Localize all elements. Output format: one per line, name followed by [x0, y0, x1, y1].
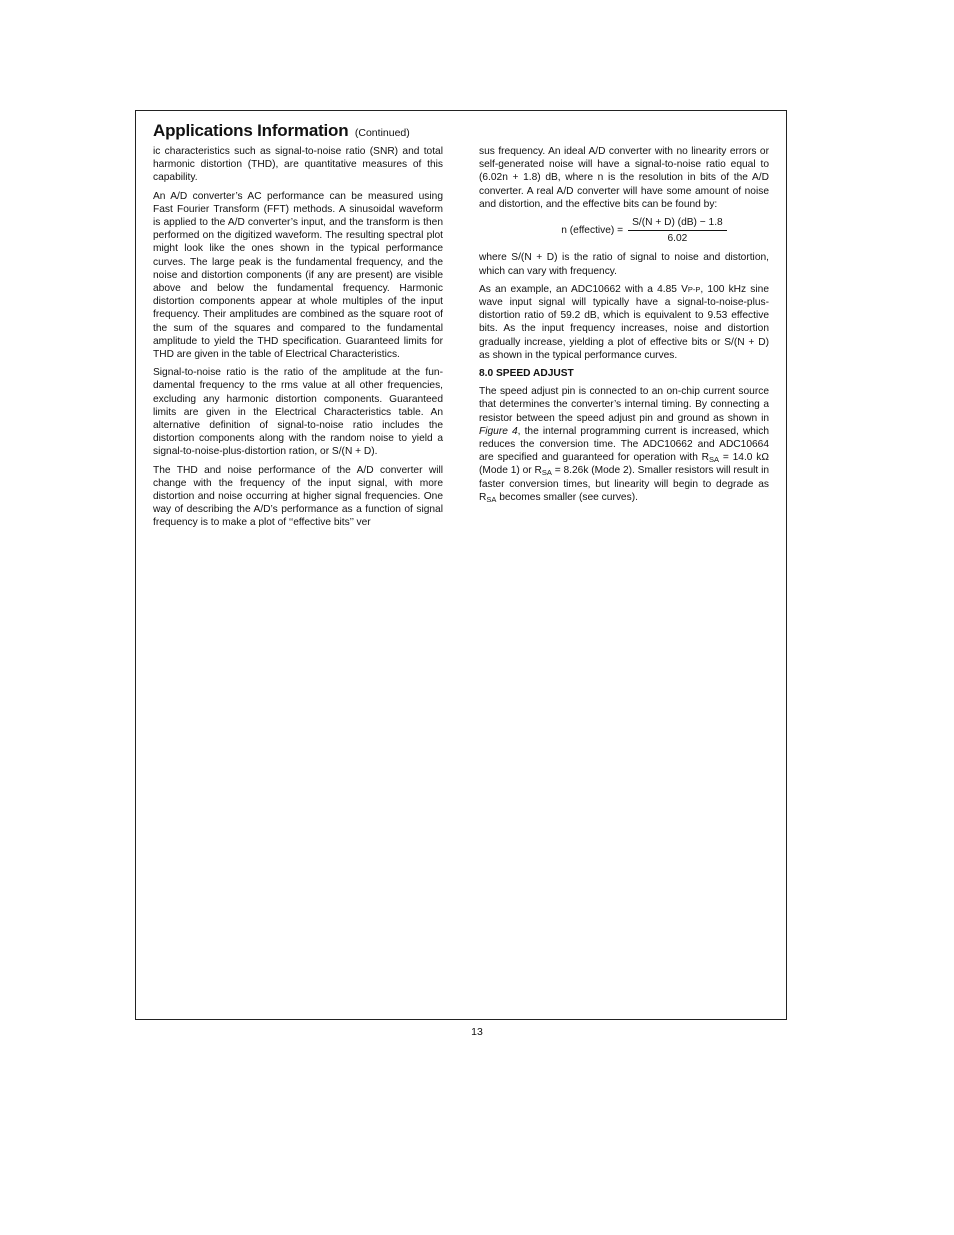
heading-title: Applications Information — [153, 121, 349, 140]
paragraph — [479, 385, 769, 504]
text-run: As an example, an ADC10662 with a 4.85 V — [479, 283, 688, 295]
paragraph: The THD and noise performance of the A/D converter will change with the frequency of the input signal, with more distortion and noise occurring at higher signal frequencies. One way of describing the A/D’s performance as a function of signal frequency is to make a plot of ‘‘effective bits’’ ver — [153, 464, 443, 529]
equation-denominator: 6.02 — [667, 233, 688, 245]
right-column — [479, 145, 769, 509]
effective-bits-equation — [519, 216, 769, 245]
text-run: , 100 kHz sine wave input signal will typically have a signal-to-noise-plus-distortion ratio of 59.2 dB, which is equivalent to 9.53 effective bits. As the input frequency increases, noise and distortion gradually increase, yielding a plot of effective bits or S/(N + D) as shown in the typical performance curves. — [479, 283, 769, 361]
text-run: , the internal programming current is increased, which reduces the conversion time. The ADC10662 and ADC10664 are specified and guaranteed for operation with R — [479, 425, 769, 464]
subscript: SA — [541, 468, 552, 478]
paragraph: Signal-to-noise ratio is the ratio of the amplitude at the fundamental frequency to the rms value at all other frequencies, excluding any harmonic distortion components. Guaranteed limits are given in the Electrical Characteristics table. An alternative definition of signal-to-noise ratio includes the distortion components along with the random noise to yield a signal-to-noise-plus-distortion ration, or S/(N + D). — [153, 367, 443, 458]
text-run: = 14.0 kΩ (Mode 1) or R — [479, 452, 769, 477]
paragraph — [479, 283, 769, 362]
equation-numerator: S/(N + D) (dB) − 1.8 — [628, 216, 727, 231]
figure-reference: Figure 4 — [479, 425, 518, 437]
subscript: SA — [709, 455, 720, 465]
text-run: becomes smaller (see curves). — [496, 491, 638, 503]
left-column — [153, 145, 443, 535]
text-run: The speed adjust pin is connected to an on-chip current source that determines the converter’s internal timing. By connecting a resistor between the speed adjust pin and ground as shown in — [479, 386, 769, 424]
heading-continued: (Continued) — [354, 127, 410, 139]
subscript: SA — [486, 494, 497, 504]
subsection-title: 8.0 SPEED ADJUST — [479, 368, 574, 380]
section-heading — [153, 121, 410, 141]
text-run: = 8.26k (Mode 2). Smaller resistors will result in faster conversion times, but linearity will begin to degrade as R — [479, 465, 770, 503]
paragraph: where S/(N + D) is the ratio of signal to noise and distortion, which can vary with frequency. — [479, 252, 769, 277]
paragraph: sus frequency. An ideal A/D converter with no linearity errors or self-generated noise will have a signal-to-noise ratio equal to (6.02n + 1.8) dB, where n is the resolution in bits of the A/D converter. A real A/D converter will have some amount of noise and distortion, and the effective bits can be found by: — [479, 146, 769, 210]
page-number: 13 — [471, 1026, 483, 1038]
equation-lhs: n (effective) = — [561, 225, 624, 237]
equation-fraction — [628, 216, 727, 245]
paragraph: An A/D converter’s AC performance can be measured using Fast Fourier Transform (FFT) methods. A sinusoidal waveform is applied to the A/D converter’s input, and the transform is then performed on the digitized waveform. The resulting spectral plot might look like the ones shown in the typical performance curves. The large peak is the fundamental frequency, and the noise and distortion components (if any are present) are visible above and below the fundamental frequency. Harmonic distortion components appear at whole multiples of the input frequency. Their amplitudes are combined as the square root of the sum of the squares and compared to the fundamental amplitude to yield the THD specification. Guaranteed limits for THD are given in the table of Electrical Characteristics. — [153, 190, 443, 361]
paragraph: ic characteristics such as signal-to-noise ratio (SNR) and total harmonic distortion (THD), are quantitative measures of this capability. — [153, 146, 443, 184]
subscript: P-P — [687, 284, 701, 294]
